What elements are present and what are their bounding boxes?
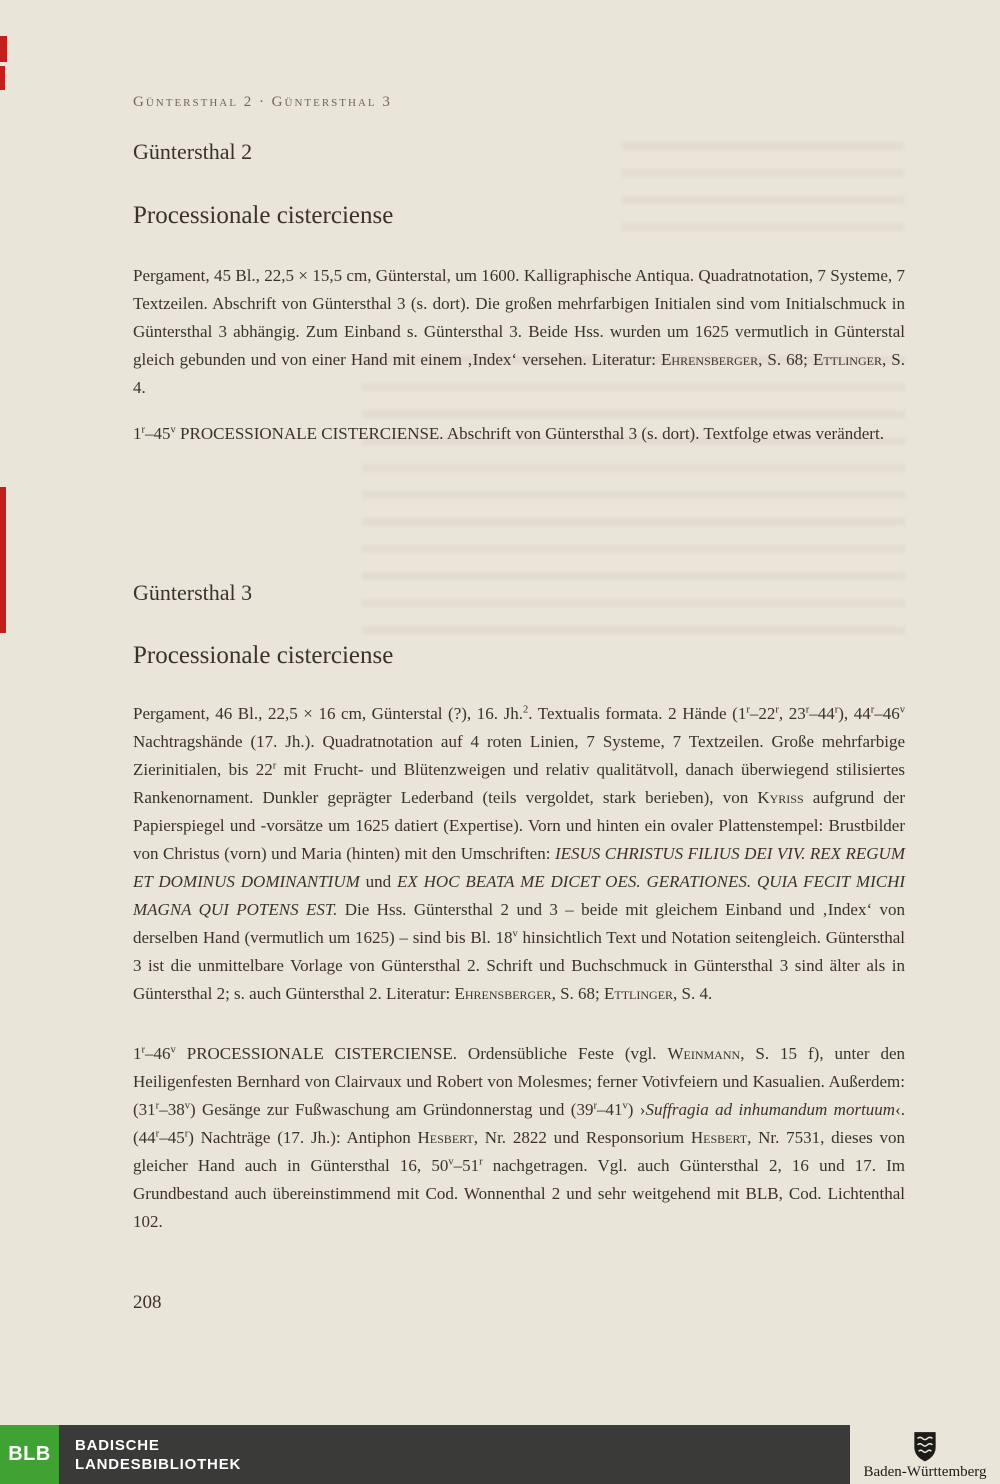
blb-logo-text: BLB [8,1443,51,1465]
library-name-line1: BADISCHE [75,1436,160,1454]
page-number: 208 [133,1292,162,1313]
scan-artifact-red-1 [0,36,7,62]
footer-library-section [0,1425,850,1484]
manuscript-heading-guentersthal-2: Güntersthal 2 [133,139,253,164]
scan-artifact-red-2 [0,66,5,90]
scan-artifact-red-3 [0,487,6,633]
description-paragraph-guentersthal-3: Pergament, 46 Bl., 22,5 × 16 cm, Günterstal (?), 16. Jh.$^2$. Textualis formata. 2 Hände (1$^r$–22$^r$, 23$^r$–44$^r$), 44$^r$–46$^v$ Nachtragshände (17. Jh.). Quadratnotation auf 4 roten Linien, 7 Systeme, 7 Textzeilen. Große mehrfarbige Zierinitialen, bis 22$^r$ mit Frucht- und Blütenzweigen und relativ qualitätvoll, danach überwiegend stilisiertes Rankenornament. Dunkler geprägter Lederband (teils vergoldet, stark berieben), von Kyriss aufgrund der Papierspiegel und -vorsätze um 1625 datiert (Expertise). Vorn und hinten ein ovaler Plattenstempel: Brustbilder von Christus (vorn) und Maria (hinten) mit den Umschriften: IESUS CHRISTUS FILIUS DEI VIV. REX REGUM ET DOMINUS DOMINANTIUM und EX HOC BEATA ME DICET OES. GERATIONES. QUIA FECIT MICHI MAGNA QUI POTENS EST. Die Hss. Güntersthal 2 und 3 – beide mit gleichem Einband und ‚Index‘ von derselben Hand (vermutlich um 1625) – sind bis Bl. 18$^v$ hinsichtlich Text und Notation seitengleich. Güntersthal 3 ist die unmittelbare Vorlage von Güntersthal 2. Schrift und Buchschmuck in Güntersthal 3 sind älter als in Güntersthal 2; s. auch Güntersthal 2. Literatur: Ehrensberger, S. 68; Ettlinger, S. 4. [133,704,906,1003]
manuscript-heading-guentersthal-3: Güntersthal 3 [133,580,253,605]
footer-region-section [850,1425,1000,1484]
contents-paragraph-guentersthal-3: 1$^r$–46$^v$ PROCESSIONALE CISTERCIENSE. Ordensübliche Feste (vgl. Weinmann, S. 15 f), unter den Heiligenfesten Bernhard von Clairvaux und Robert von Molesmes; ferner Votivfeiern und Kasualien. Außerdem: (31$^r$–38$^v$) Gesänge zur Fußwaschung am Gründonnerstag und (39$^r$–41$^v$) ›Suffragia ad inhumandum mortuum‹. (44$^r$–45$^r$) Nachträge (17. Jh.): Antiphon Hesbert, Nr. 2822 und Responsorium Hesbert, Nr. 7531, dieses von gleicher Hand auch in Güntersthal 16, 50$^v$–51$^r$ nachgetragen. Vgl. auch Güntersthal 2, 16 und 17. Im Grundbestand auch übereinstimmend mit Cod. Wonnenthal 2 und sehr weitgehend mit BLB, Cod. Lichtenthal 102. [133,1044,906,1231]
manuscript-subheading-guentersthal-3: Processionale cisterciense [133,642,394,669]
contents-paragraph-guentersthal-2: 1$^r$–45$^v$ PROCESSIONALE CISTERCIENSE. Abschrift von Güntersthal 3 (s. dort). Textfolge etwas verändert. [133,424,884,443]
region-label: Baden-Württemberg [863,1464,987,1480]
footer-bar [0,1425,1000,1484]
bleed-through-text-top [622,142,904,234]
library-name-line2: LANDESBIBLIOTHEK [75,1455,242,1473]
library-name [75,1436,241,1474]
running-header: Güntersthal 2 · Güntersthal 3 [133,94,392,110]
description-paragraph-guentersthal-2: Pergament, 45 Bl., 22,5 × 15,5 cm, Günterstal, um 1600. Kalligraphische Antiqua. Quadratnotation, 7 Systeme, 7 Textzeilen. Abschrift von Güntersthal 3 (s. dort). Die großen mehrfarbigen Initialen sind vom Initialschmuck in Güntersthal 3 abhängig. Zum Einband s. Güntersthal 3. Beide Hss. wurden um 1625 vermutlich in Günterstal gleich gebunden und von einer Hand mit einem ‚Index‘ versehen. Literatur: Ehrensberger, S. 68; Ettlinger, S. 4. [133,266,905,397]
manuscript-subheading-guentersthal-2: Processionale cisterciense [133,202,394,229]
blb-logo [0,1425,59,1484]
baden-wuerttemberg-coat-of-arms-icon [912,1431,938,1463]
